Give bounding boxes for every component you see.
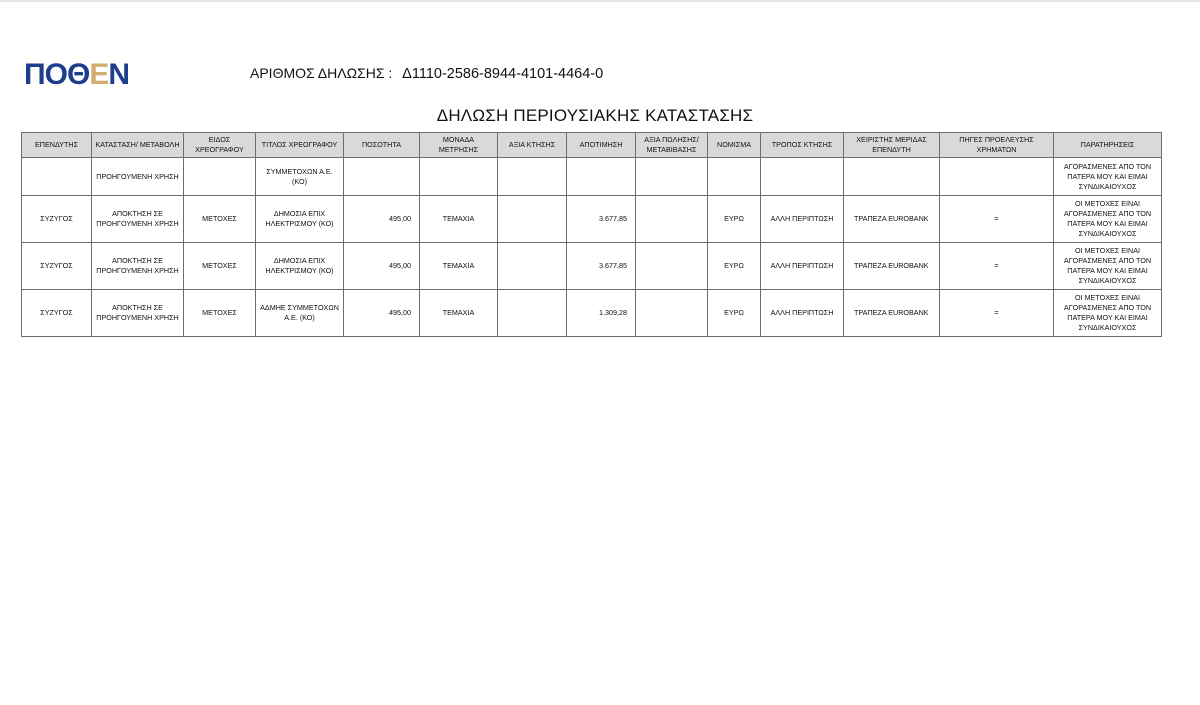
cell-sale-value	[636, 290, 708, 337]
col-header-account-manager: ΧΕΙΡΙΣΤΗΣ ΜΕΡΙΔΑΣ ΕΠΕΝΔΥΤΗ	[844, 133, 940, 158]
cell-valuation	[567, 158, 636, 196]
top-rule	[0, 0, 1200, 2]
cell-status: ΑΠΟΚΤΗΣΗ ΣΕ ΠΡΟΗΓΟΥΜΕΝΗ ΧΡΗΣΗ	[92, 243, 184, 290]
logo-text-part2: Ε	[89, 58, 109, 91]
cell-remarks: ΟΙ ΜΕΤΟΧΕΣ ΕΙΝΑΙ ΑΓΟΡΑΣΜΕΝΕΣ ΑΠΟ ΤΟΝ ΠΑΤΕΡΑ ΜΟΥ ΚΑΙ ΕΙΜΑΙ ΣΥΝΔΙΚΑΙΟΥΧΟΣ	[1054, 290, 1162, 337]
cell-unit: ΤΕΜΑΧΙΑ	[420, 290, 498, 337]
logo-text-part1: ΠΟΘ	[24, 58, 90, 91]
cell-currency: ΕΥΡΩ	[708, 196, 761, 243]
cell-security-title: ΑΔΜΗΕ ΣΥΜΜΕΤΟΧΩΝ Α.Ε. (ΚΟ)	[256, 290, 344, 337]
cell-acquisition-method: ΑΛΛΗ ΠΕΡΙΠΤΩΣΗ	[761, 196, 844, 243]
cell-sources: =	[940, 243, 1054, 290]
cell-acquisition-value	[498, 243, 567, 290]
cell-acquisition-method: ΑΛΛΗ ΠΕΡΙΠΤΩΣΗ	[761, 290, 844, 337]
declaration-number-label: ΑΡΙΘΜΟΣ ΔΗΛΩΣΗΣ :	[250, 65, 393, 81]
document-title: ΔΗΛΩΣΗ ΠΕΡΙΟΥΣΙΑΚΗΣ ΚΑΤΑΣΤΑΣΗΣ	[436, 106, 754, 125]
declaration-number-value: Δ1110-2586-8944-4101-4464-0	[402, 66, 604, 82]
cell-account-manager	[844, 158, 940, 196]
declaration-number	[250, 65, 603, 82]
cell-account-manager: ΤΡΑΠΕΖΑ EUROBANK	[844, 290, 940, 337]
cell-remarks: ΟΙ ΜΕΤΟΧΕΣ ΕΙΝΑΙ ΑΓΟΡΑΣΜΕΝΕΣ ΑΠΟ ΤΟΝ ΠΑΤΕΡΑ ΜΟΥ ΚΑΙ ΕΙΜΑΙ ΣΥΝΔΙΚΑΙΟΥΧΟΣ	[1054, 196, 1162, 243]
cell-unit: ΤΕΜΑΧΙΑ	[420, 196, 498, 243]
col-header-security-title: ΤΙΤΛΟΣ ΧΡΕΟΓΡΑΦΟΥ	[256, 133, 344, 158]
cell-valuation: 3.677,85	[567, 196, 636, 243]
cell-account-manager: ΤΡΑΠΕΖΑ EUROBANK	[844, 243, 940, 290]
cell-currency	[708, 158, 761, 196]
cell-status: ΠΡΟΗΓΟΥΜΕΝΗ ΧΡΗΣΗ	[92, 158, 184, 196]
cell-quantity: 495,00	[344, 196, 420, 243]
cell-acquisition-method: ΑΛΛΗ ΠΕΡΙΠΤΩΣΗ	[761, 243, 844, 290]
cell-security-title: ΔΗΜΟΣΙΑ ΕΠΙΧ ΗΛΕΚΤΡΙΣΜΟΥ (ΚΟ)	[256, 196, 344, 243]
cell-acquisition-value	[498, 196, 567, 243]
col-header-sale-value: ΑΞΙΑ ΠΩΛΗΣΗΣ/ ΜΕΤΑΒΙΒΑΣΗΣ	[636, 133, 708, 158]
cell-security-title: ΔΗΜΟΣΙΑ ΕΠΙΧ ΗΛΕΚΤΡΙΣΜΟΥ (ΚΟ)	[256, 243, 344, 290]
table-row	[22, 243, 1162, 290]
assets-table	[21, 132, 1162, 337]
pothen-logo	[24, 58, 129, 92]
cell-acquisition-method	[761, 158, 844, 196]
col-header-acquisition-value: ΑΞΙΑ ΚΤΗΣΗΣ	[498, 133, 567, 158]
cell-unit: ΤΕΜΑΧΙΑ	[420, 243, 498, 290]
cell-security-type	[184, 158, 256, 196]
cell-security-type: ΜΕΤΟΧΕΣ	[184, 243, 256, 290]
col-header-currency: ΝΟΜΙΣΜΑ	[708, 133, 761, 158]
cell-sources: =	[940, 290, 1054, 337]
cell-investor	[22, 158, 92, 196]
cell-currency: ΕΥΡΩ	[708, 290, 761, 337]
cell-sale-value	[636, 243, 708, 290]
cell-security-type: ΜΕΤΟΧΕΣ	[184, 196, 256, 243]
cell-quantity: 495,00	[344, 290, 420, 337]
cell-investor: ΣΥΖΥΓΟΣ	[22, 290, 92, 337]
cell-quantity: 495,00	[344, 243, 420, 290]
cell-sources: =	[940, 196, 1054, 243]
col-header-remarks: ΠΑΡΑΤΗΡΗΣΕΙΣ	[1054, 133, 1162, 158]
logo-text-part3: Ν	[108, 58, 130, 91]
cell-status: ΑΠΟΚΤΗΣΗ ΣΕ ΠΡΟΗΓΟΥΜΕΝΗ ΧΡΗΣΗ	[92, 290, 184, 337]
cell-investor: ΣΥΖΥΓΟΣ	[22, 196, 92, 243]
cell-sale-value	[636, 196, 708, 243]
col-header-status: ΚΑΤΑΣΤΑΣΗ/ ΜΕΤΑΒΟΛΗ	[92, 133, 184, 158]
cell-remarks: ΟΙ ΜΕΤΟΧΕΣ ΕΙΝΑΙ ΑΓΟΡΑΣΜΕΝΕΣ ΑΠΟ ΤΟΝ ΠΑΤΕΡΑ ΜΟΥ ΚΑΙ ΕΙΜΑΙ ΣΥΝΔΙΚΑΙΟΥΧΟΣ	[1054, 243, 1162, 290]
table-row	[22, 290, 1162, 337]
col-header-investor: ΕΠΕΝΔΥΤΗΣ	[22, 133, 92, 158]
col-header-valuation: ΑΠΟΤΙΜΗΣΗ	[567, 133, 636, 158]
cell-acquisition-value	[498, 158, 567, 196]
cell-unit	[420, 158, 498, 196]
table-row	[22, 196, 1162, 243]
cell-valuation: 1.309,28	[567, 290, 636, 337]
cell-remarks: ΑΓΟΡΑΣΜΕΝΕΣ ΑΠΟ ΤΟΝ ΠΑΤΕΡΑ ΜΟΥ ΚΑΙ ΕΙΜΑΙ ΣΥΝΔΙΚΑΙΟΥΧΟΣ	[1054, 158, 1162, 196]
cell-investor: ΣΥΖΥΓΟΣ	[22, 243, 92, 290]
table-header-row	[22, 133, 1162, 158]
cell-currency: ΕΥΡΩ	[708, 243, 761, 290]
cell-security-type: ΜΕΤΟΧΕΣ	[184, 290, 256, 337]
col-header-quantity: ΠΟΣΟΤΗΤΑ	[344, 133, 420, 158]
col-header-security-type: ΕΙΔΟΣ ΧΡΕΟΓΡΑΦΟΥ	[184, 133, 256, 158]
col-header-unit: ΜΟΝΑΔΑ ΜΕΤΡΗΣΗΣ	[420, 133, 498, 158]
col-header-sources: ΠΗΓΕΣ ΠΡΟΕΛΕΥΣΗΣ ΧΡΗΜΑΤΩΝ	[940, 133, 1054, 158]
table-row	[22, 158, 1162, 196]
cell-quantity	[344, 158, 420, 196]
cell-status: ΑΠΟΚΤΗΣΗ ΣΕ ΠΡΟΗΓΟΥΜΕΝΗ ΧΡΗΣΗ	[92, 196, 184, 243]
cell-account-manager: ΤΡΑΠΕΖΑ EUROBANK	[844, 196, 940, 243]
cell-sale-value	[636, 158, 708, 196]
cell-acquisition-value	[498, 290, 567, 337]
cell-sources	[940, 158, 1054, 196]
col-header-acquisition-method: ΤΡΟΠΟΣ ΚΤΗΣΗΣ	[761, 133, 844, 158]
cell-security-title: ΣΥΜΜΕΤΟΧΩΝ Α.Ε. (ΚΟ)	[256, 158, 344, 196]
cell-valuation: 3.677,85	[567, 243, 636, 290]
